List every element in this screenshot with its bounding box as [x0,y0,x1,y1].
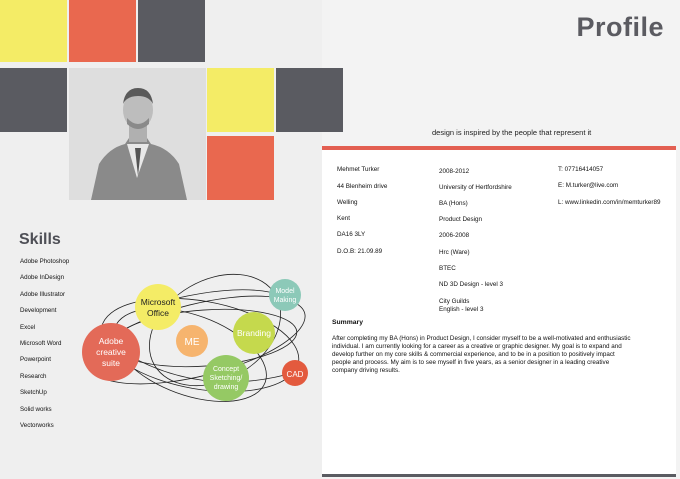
skill-item: Adobe Photoshop [20,258,70,265]
bubble-label: Branding [236,328,272,338]
bubble-branding [233,312,275,354]
email-link[interactable]: E: M.turker@live.com [558,182,619,189]
bubble-model-making [269,279,301,311]
linkedin-link[interactable]: L: www.linkedin.com/in/memturker89 [558,199,661,206]
page-title: Profile [576,12,664,42]
summary-text: After completing my BA (Hons) in Product Design, I consider myself to be a well-motivated and enthusiastic individual. I am currently looking for a career as a creative or graphic designer. My goal is to expand and develop further on my core skills & commercial experience, and to be in a position to positively impact people and process. My aim is to see myself in five years, as a senior designer in a leading creative company driving results. [332,335,631,374]
bubble-label: Model [275,288,295,295]
bubble-microsoft-office [135,284,181,330]
bubble-cad [282,360,308,386]
skill-item: Research [20,373,47,380]
bubble-label: drawing [213,384,239,391]
phone-text: T: 07716414057 [558,166,604,173]
education-line: University of Hertfordshire [439,184,512,191]
education-line: City Guilds [439,298,470,305]
education-line: 2008-2012 [439,168,470,175]
education-line: ND 3D Design - level 3 [439,281,504,288]
bubble-label: Adobe [98,336,124,346]
education-line: Product Design [439,216,483,223]
skill-item: Excel [20,324,36,331]
contact-dob: D.O.B: 21.09.89 [337,248,383,255]
bubble-label: creative [96,347,126,357]
education-line: 2006-2008 [439,232,470,239]
education-line: BA (Hons) [439,200,468,207]
bubble-label: ME [184,337,200,348]
bubble-label: suite [102,358,120,368]
skills-title: Skills [19,231,61,248]
contact-line: Kent [337,215,350,222]
bubble-adobe-creative-suite [82,323,140,381]
education-line: BTEC [439,265,456,272]
skill-item: Development [20,307,57,314]
bubble-label: Making [273,297,297,304]
skill-item: Powerpoint [20,356,51,363]
skill-item: Vectorworks [20,422,54,429]
education-line: Hrc (Ware) [439,249,470,256]
contact-name: Mehmet Turker [337,166,380,173]
education-line: English - level 3 [439,306,484,313]
bubble-label: CAD [286,370,304,379]
tagline: design is inspired by the people that represent it [432,128,592,137]
bubble-label: Microsoft [140,297,176,307]
contact-line: 44 Blenheim drive [337,183,388,190]
bubble-concept-sketching [203,355,249,401]
skill-item: SketchUp [20,389,47,396]
summary-heading: Summary [332,319,363,326]
skill-item: Adobe Illustrator [20,291,66,298]
bubble-label: Sketching/ [209,375,243,382]
bubble-label: Office [146,308,170,318]
contact-line: DA16 3LY [337,231,366,238]
skill-item: Adobe InDesign [20,274,65,281]
skill-item: Solid works [20,406,52,413]
skill-item: Microsoft Word [20,340,62,347]
contact-line: Welling [337,199,358,206]
bubble-me [176,325,208,357]
bubble-label: Concept [212,366,240,373]
